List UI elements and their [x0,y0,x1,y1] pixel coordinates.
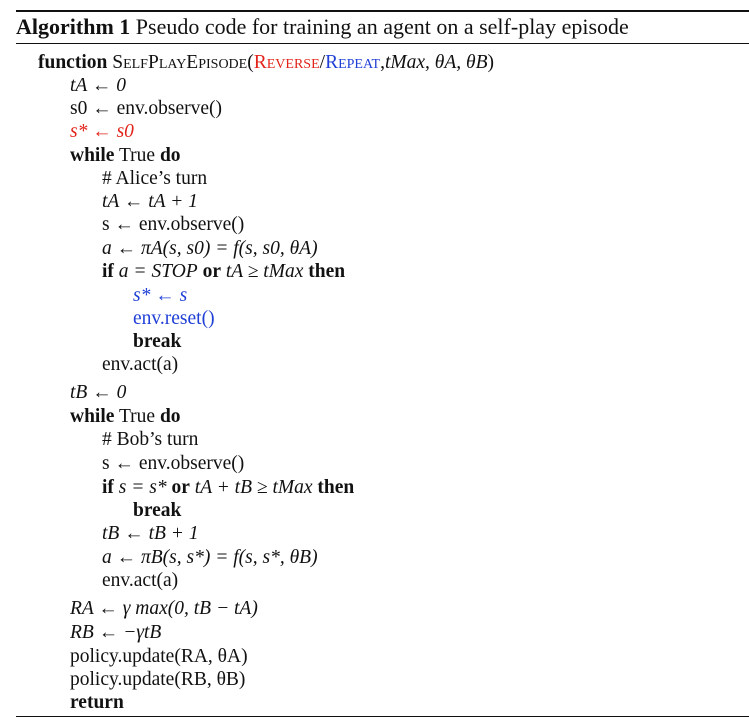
function-keyword: function [38,52,108,73]
line-inc-ta: tA ← tA + 1 [102,191,198,212]
line-while-2 [70,405,181,428]
line-observe-1: s ← env.observe() [102,214,245,235]
arg-repeat: Repeat [325,52,381,73]
do-keyword-1: do [159,145,181,166]
algorithm-caption [16,14,629,40]
comment-alice: # Alice’s turn [102,168,208,189]
comment-bob: # Bob’s turn [102,429,199,450]
line-update-a: policy.update(RA, θA) [70,646,248,667]
line-act-2: env.act(a) [102,570,179,591]
caption-rule [16,43,749,44]
while-keyword-2: while [70,406,115,427]
line-act-1: env.act(a) [102,354,179,375]
line-observe-2: s ← env.observe() [102,453,245,474]
algorithm-title: Pseudo code for training an agent on a self-play episode [135,14,629,39]
line-reward-b: RB ← −γtB [70,622,162,643]
line-set-sstar: s* ← s [133,285,188,306]
break-keyword-1: break [133,331,182,352]
arg-reverse: Reverse [253,52,320,73]
if-bob-cond2: tA + tB ≥ tMax [194,477,313,498]
line-init-sstar: s* ← s0 [70,121,134,142]
line-policy-b: a ← πB(s, s*) = f(s, s*, θB) [102,547,318,568]
line-policy-a: a ← πA(s, s0) = f(s, s0, θA) [102,238,318,259]
while-keyword-1: while [70,145,115,166]
line-if-bob [102,476,354,499]
function-name: SelfPlayEpisode [112,52,248,73]
if-keyword-2: if [102,477,114,498]
algorithm-label: Algorithm 1 [16,14,131,39]
line-while-1 [70,144,181,167]
if-stop-cond: a = STOP [118,261,198,282]
line-reset: env.reset() [133,308,215,329]
break-keyword-2: break [133,500,182,521]
line-update-b: policy.update(RB, θB) [70,669,246,690]
do-keyword-2: do [159,406,181,427]
then-keyword-1: then [308,261,346,282]
arg-separator: / [319,52,326,73]
if-keyword-1: if [102,261,114,282]
line-init-ta: tA ← 0 [70,75,126,96]
return-keyword: return [70,692,124,713]
bottom-rule [16,716,749,717]
while-cond-2: True [118,406,156,427]
line-init-s0: s0 ← env.observe() [70,98,222,119]
or-keyword-2: or [171,477,190,498]
line-reward-a: RA ← γ max(0, tB − tA) [70,598,258,619]
args-rest: tMax, θA, θB [384,52,488,73]
while-cond-1: True [118,145,156,166]
line-init-tb: tB ← 0 [70,382,127,403]
or-keyword-1: or [202,261,221,282]
if-bob-cond: s = s* [118,477,167,498]
if-stop-cond2: tA ≥ tMax [225,261,304,282]
top-rule [16,10,749,12]
line-if-stop [102,260,345,283]
then-keyword-2: then [317,477,355,498]
function-line: function SelfPlayEpisode(Reverse/Repeat,tMax, θA, θB) [38,52,494,73]
line-inc-tb: tB ← tB + 1 [102,523,199,544]
